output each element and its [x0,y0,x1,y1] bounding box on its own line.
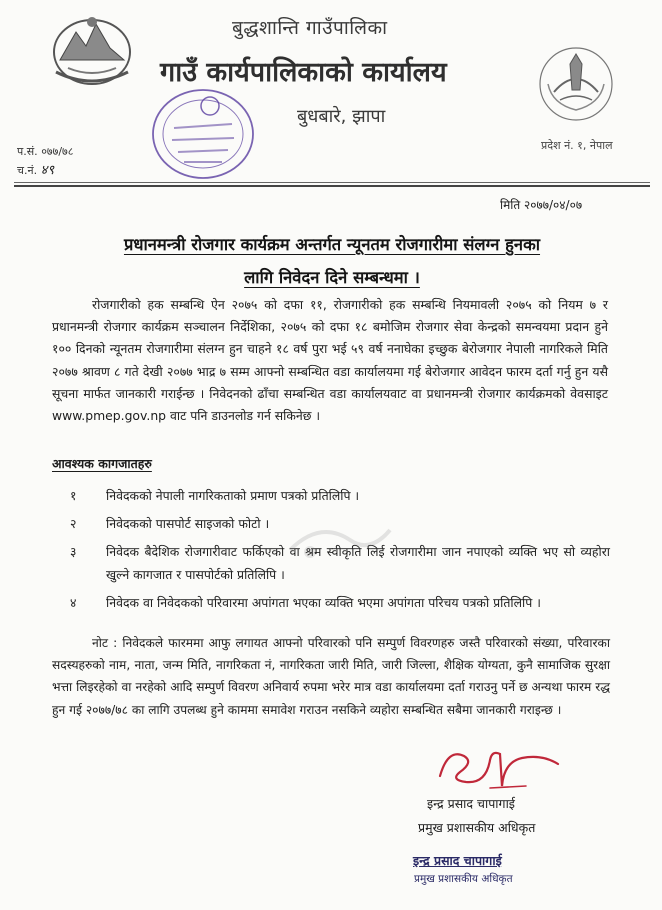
list-item-number: ४ [70,595,77,610]
signatory-title: प्रमुख प्रशासकीय अधिकृत [418,820,536,835]
list-item [70,484,610,507]
ps-value: ०७७/७८ [41,145,74,158]
signatory-name: इन्द्र प्रसाद चापागाई [427,796,515,811]
cn-label: च.नं. [17,164,38,177]
list-item-text: निवेदक बैदेशिक रोजगारीवाट फर्किएको वा श्रम स्वीकृति लिई रोजगारीमा जान नपाएको व्यक्ति भए सो व्यहोरा खुल्ने कागजात र पासपोर्टको प्रतिलिपि । [106,544,610,582]
list-item [70,591,610,614]
ps-label: प.सं. [17,145,38,158]
subject-line-2: लागि निवेदन दिने सम्बन्धमा । [244,268,420,287]
municipality-name: बुद्धशान्ति गाउँपालिका [232,17,388,39]
office-location: बुधबारे, झापा [297,106,386,127]
name-stamp: इन्द्र प्रसाद चापागाई [413,853,502,868]
list-item-number: २ [70,516,77,531]
office-stamp [148,84,258,188]
municipality-logo-icon [534,44,618,128]
list-item-number: ३ [70,544,77,559]
issue-date: मिति २०७७/०४/०७ [500,198,583,212]
ps-number-row [17,142,74,161]
body-paragraph: रोजगारीको हक सम्बन्धि ऐन २०७५ को दफा ११, रोजगारीको हक सम्बन्धि नियमावली २०७५ को नियम ७ र प्रधानमन्त्री रोजगार कार्यक्रम सञ्चालन निर्देशिका, २०७५ को दफा १८ बमोजिम रोजगार सेवा केन्द्रको समन्वयमा प्रदान हुने १०० दिनको न्यूनतम रोजगारीमा संलग्न हुन चाहने १८ वर्ष पुरा भई ५९ वर्ष ननाघेका इच्छुक बेरोजगार नेपाली नागरिकले मिति २०७७ श्रावण ८ गते देखी २०७७ भाद्र ७ सम्म आफ्नो सम्बन्धित वडा कार्यालयमा गई बेरोजगार आवेदन फारम दर्ता गर्नु हुन यसै सूचना मार्फत जानकारी गराईन्छ । निवेदनको ढाँचा सम्बन्धित वडा कार्यालयवाट वा प्रधानमन्त्री रोजगार कार्यक्रमको वेवसाइट www.pmep.gov.np वाट पनि डाउनलोड गर्न सकिनेछ । [52,297,608,424]
header-divider [14,182,650,183]
government-emblem-icon [46,10,138,96]
note-paragraph: नोट : निवेदकले फारममा आफु लगायत आफ्नो परिवारको पनि सम्पुर्ण विवरणहरु जस्तै परिवारको संख्या, परिवारका सदस्यहरुको नाम, नाता, जन्म मिति, नागरिकता नं, नागरिकता जारी मिति, जारी जिल्ला, शैक्षिक योग्यता, कुनै सामाजिक सुरक्षा भत्ता लिइरहेको वा नरहेको आदि सम्पुर्ण विवरण अनिवार्य रुपमा भरेर मात्र वडा कार्यालयमा दर्ता गराउनु पर्ने छ अन्यथा फारम रद्ध हुन गई २०७७/७८ का लागि उपलब्ध हुने काममा समावेश गराउन नसकिने व्यहोरा सम्बन्धित सबैमा जानकारी गराइन्छ । [52,636,610,717]
title-stamp: प्रमुख प्रशासकीय अधिकृत [414,873,513,885]
province-label: प्रदेश नं. १, नेपाल [541,139,613,152]
cn-value: ४९ [40,163,55,178]
reference-block [17,142,74,180]
requirements-heading: आवश्यक कागजातहरु [52,456,152,471]
list-item-text: निवेदकको नेपाली नागरिकताको प्रमाण पत्रको प्रतिलिपि । [106,488,360,503]
subject-heading [52,228,612,294]
list-item-number: १ [70,488,77,503]
signature-icon [430,742,570,802]
subject-line-1: प्रधानमन्त्री रोजगार कार्यक्रम अन्तर्गत न्यूनतम रोजगारीमा संलग्न हुनका [123,235,541,254]
watermark-logo-icon [280,510,400,574]
office-title: गाउँ कार्यपालिकाको कार्यालय [160,57,447,88]
cn-number-row [17,161,74,180]
list-item-text: निवेदक वा निवेदकको परिवारमा अपांगता भएका व्यक्ति भएमा अपांगता परिचय पत्रको प्रतिलिपि । [106,595,541,610]
header-divider-thick [14,185,650,187]
list-item-text: निवेदकको पासपोर्ट साइजको फोटो । [106,516,270,531]
